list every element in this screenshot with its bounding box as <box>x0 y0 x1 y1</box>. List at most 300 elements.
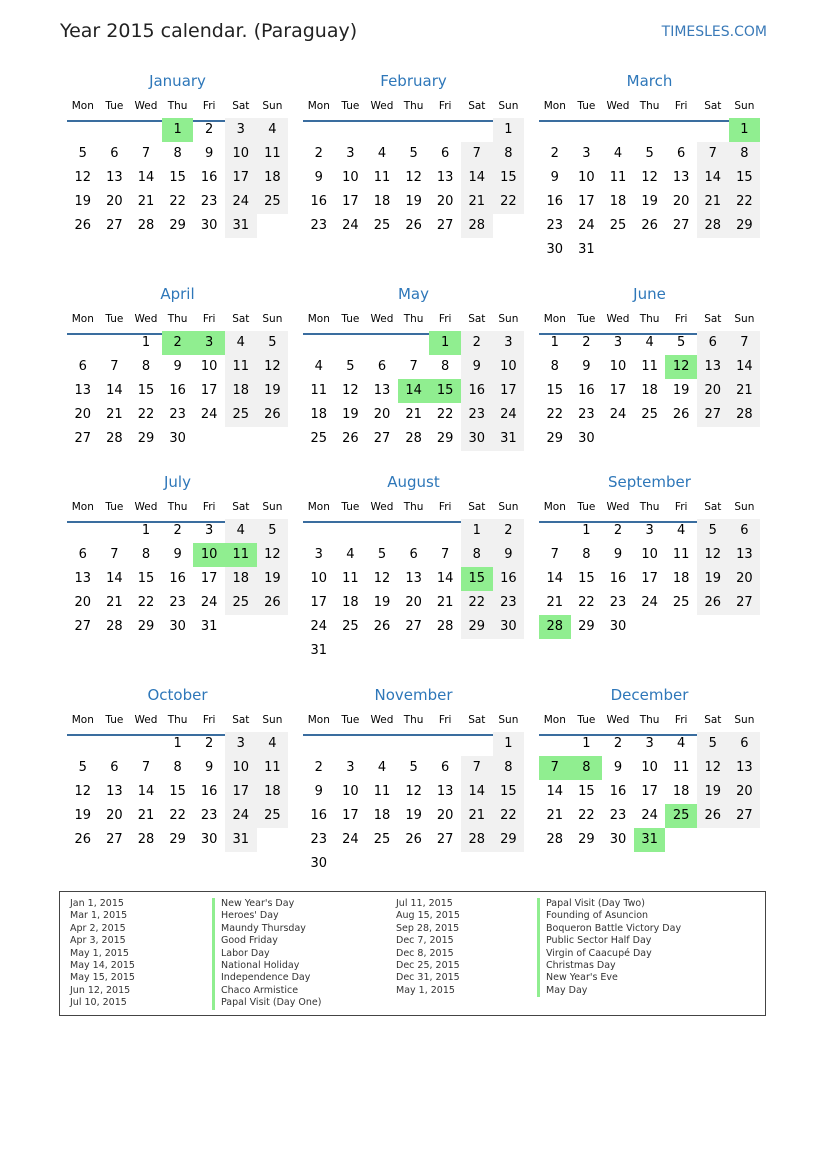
day-cell[interactable]: 17 <box>200 383 218 398</box>
day-cell[interactable]: 28 <box>137 218 155 233</box>
day-cell[interactable]: 30 <box>578 431 595 446</box>
day-cell[interactable]: 26 <box>257 591 289 615</box>
day-cell[interactable]: 26 <box>641 218 658 233</box>
day-cell[interactable]: 17 <box>200 571 218 586</box>
day-cell[interactable]: 11 <box>609 170 627 185</box>
holiday-day-cell[interactable]: 28 <box>539 615 571 639</box>
day-cell[interactable]: 5 <box>409 146 418 161</box>
day-cell[interactable]: 29 <box>578 832 595 847</box>
day-cell[interactable]: 17 <box>342 194 359 209</box>
day-cell[interactable]: 8 <box>493 756 525 780</box>
day-cell[interactable]: 18 <box>373 808 391 823</box>
day-cell[interactable]: 1 <box>141 335 151 350</box>
holiday-day-cell[interactable]: 8 <box>571 756 603 780</box>
day-cell[interactable]: 9 <box>582 359 591 374</box>
day-cell[interactable]: 8 <box>493 142 525 166</box>
day-cell[interactable]: 26 <box>405 218 422 233</box>
day-cell[interactable]: 1 <box>493 118 525 142</box>
day-cell[interactable]: 12 <box>74 170 92 185</box>
day-cell[interactable]: 4 <box>377 146 387 161</box>
day-cell[interactable]: 20 <box>74 407 92 422</box>
day-cell[interactable]: 21 <box>546 595 564 610</box>
day-cell[interactable]: 21 <box>436 595 454 610</box>
holiday-day-cell[interactable]: 1 <box>429 331 461 355</box>
day-cell[interactable]: 27 <box>74 431 92 446</box>
day-cell[interactable]: 17 <box>342 808 359 823</box>
day-cell[interactable]: 22 <box>461 591 493 615</box>
day-cell[interactable]: 19 <box>405 194 422 209</box>
day-cell[interactable]: 1 <box>493 732 525 756</box>
day-cell[interactable]: 6 <box>409 547 418 562</box>
day-cell[interactable]: 3 <box>493 331 525 355</box>
day-cell[interactable]: 12 <box>257 543 289 567</box>
day-cell[interactable]: 16 <box>461 379 493 403</box>
day-cell[interactable]: 24 <box>310 619 328 634</box>
day-cell[interactable]: 30 <box>493 615 525 639</box>
day-cell[interactable]: 2 <box>613 523 623 538</box>
day-cell[interactable]: 12 <box>405 784 422 799</box>
day-cell[interactable]: 6 <box>110 760 119 775</box>
day-cell[interactable]: 4 <box>225 331 257 355</box>
day-cell[interactable]: 9 <box>173 359 182 374</box>
day-cell[interactable]: 6 <box>377 359 387 374</box>
day-cell[interactable]: 15 <box>137 383 155 398</box>
day-cell[interactable]: 18 <box>672 784 690 799</box>
day-cell[interactable]: 9 <box>461 355 493 379</box>
day-cell[interactable]: 27 <box>729 591 761 615</box>
day-cell[interactable]: 29 <box>729 214 761 238</box>
day-cell[interactable]: 19 <box>672 383 690 398</box>
day-cell[interactable]: 19 <box>257 567 289 591</box>
day-cell[interactable]: 29 <box>436 431 454 446</box>
day-cell[interactable]: 21 <box>546 808 564 823</box>
day-cell[interactable]: 19 <box>74 808 92 823</box>
day-cell[interactable]: 8 <box>173 146 182 161</box>
day-cell[interactable]: 25 <box>310 431 328 446</box>
holiday-day-cell[interactable]: 12 <box>665 355 697 379</box>
day-cell[interactable]: 2 <box>550 146 559 161</box>
day-cell[interactable]: 15 <box>493 166 525 190</box>
day-cell[interactable]: 30 <box>461 427 493 451</box>
day-cell[interactable]: 10 <box>578 170 595 185</box>
day-cell[interactable]: 22 <box>578 808 595 823</box>
day-cell[interactable]: 8 <box>582 547 591 562</box>
day-cell[interactable]: 27 <box>436 832 454 847</box>
day-cell[interactable]: 28 <box>137 832 155 847</box>
day-cell[interactable]: 24 <box>200 407 218 422</box>
day-cell[interactable]: 29 <box>493 828 525 852</box>
brand-link[interactable]: TIMESLES.COM <box>661 24 767 40</box>
day-cell[interactable]: 8 <box>173 760 182 775</box>
day-cell[interactable]: 24 <box>225 804 257 828</box>
day-cell[interactable]: 30 <box>200 218 218 233</box>
day-cell[interactable]: 25 <box>257 190 289 214</box>
day-cell[interactable]: 15 <box>578 784 595 799</box>
day-cell[interactable]: 16 <box>578 383 595 398</box>
day-cell[interactable]: 21 <box>137 194 155 209</box>
day-cell[interactable]: 15 <box>169 784 186 799</box>
day-cell[interactable]: 27 <box>106 218 123 233</box>
day-cell[interactable]: 13 <box>373 383 391 398</box>
day-cell[interactable]: 11 <box>641 359 658 374</box>
day-cell[interactable]: 30 <box>169 431 186 446</box>
day-cell[interactable]: 19 <box>74 194 92 209</box>
day-cell[interactable]: 18 <box>310 407 328 422</box>
day-cell[interactable]: 24 <box>641 595 658 610</box>
day-cell[interactable]: 14 <box>137 784 155 799</box>
day-cell[interactable]: 28 <box>697 214 729 238</box>
day-cell[interactable]: 27 <box>436 218 454 233</box>
day-cell[interactable]: 11 <box>342 571 359 586</box>
day-cell[interactable]: 13 <box>729 756 761 780</box>
day-cell[interactable]: 17 <box>310 595 328 610</box>
holiday-day-cell[interactable]: 15 <box>429 379 461 403</box>
day-cell[interactable]: 6 <box>78 359 87 374</box>
day-cell[interactable]: 11 <box>672 547 690 562</box>
day-cell[interactable]: 13 <box>106 170 123 185</box>
day-cell[interactable]: 5 <box>377 547 387 562</box>
day-cell[interactable]: 24 <box>342 832 359 847</box>
day-cell[interactable]: 15 <box>578 571 595 586</box>
day-cell[interactable]: 15 <box>137 571 155 586</box>
day-cell[interactable]: 10 <box>641 547 658 562</box>
day-cell[interactable]: 20 <box>729 567 761 591</box>
day-cell[interactable]: 11 <box>672 760 690 775</box>
day-cell[interactable]: 15 <box>729 166 761 190</box>
day-cell[interactable]: 25 <box>257 804 289 828</box>
day-cell[interactable]: 12 <box>74 784 92 799</box>
day-cell[interactable]: 7 <box>461 756 493 780</box>
day-cell[interactable]: 20 <box>729 780 761 804</box>
day-cell[interactable]: 25 <box>342 619 359 634</box>
day-cell[interactable]: 28 <box>546 832 564 847</box>
day-cell[interactable]: 13 <box>436 170 454 185</box>
day-cell[interactable]: 2 <box>613 736 623 751</box>
day-cell[interactable]: 27 <box>697 403 729 427</box>
day-cell[interactable]: 7 <box>697 142 729 166</box>
day-cell[interactable]: 23 <box>169 595 186 610</box>
day-cell[interactable]: 23 <box>578 407 595 422</box>
day-cell[interactable]: 20 <box>405 595 422 610</box>
day-cell[interactable]: 31 <box>493 427 525 451</box>
day-cell[interactable]: 13 <box>729 543 761 567</box>
day-cell[interactable]: 3 <box>225 118 257 142</box>
day-cell[interactable]: 14 <box>697 166 729 190</box>
day-cell[interactable]: 23 <box>609 808 627 823</box>
day-cell[interactable]: 16 <box>310 194 328 209</box>
holiday-day-cell[interactable]: 25 <box>665 804 697 828</box>
day-cell[interactable]: 1 <box>141 523 151 538</box>
day-cell[interactable]: 10 <box>225 142 257 166</box>
day-cell[interactable]: 22 <box>729 190 761 214</box>
day-cell[interactable]: 22 <box>546 407 564 422</box>
day-cell[interactable]: 17 <box>578 194 595 209</box>
day-cell[interactable]: 30 <box>310 856 328 871</box>
day-cell[interactable]: 26 <box>257 403 289 427</box>
day-cell[interactable]: 19 <box>342 407 359 422</box>
day-cell[interactable]: 28 <box>106 619 123 634</box>
day-cell[interactable]: 23 <box>461 403 493 427</box>
day-cell[interactable]: 17 <box>493 379 525 403</box>
day-cell[interactable]: 28 <box>729 403 761 427</box>
day-cell[interactable]: 15 <box>546 383 564 398</box>
day-cell[interactable]: 3 <box>582 146 591 161</box>
day-cell[interactable]: 3 <box>645 736 654 751</box>
day-cell[interactable]: 31 <box>200 619 218 634</box>
day-cell[interactable]: 17 <box>609 383 627 398</box>
day-cell[interactable]: 4 <box>257 118 289 142</box>
day-cell[interactable]: 1 <box>461 519 493 543</box>
day-cell[interactable]: 17 <box>641 571 658 586</box>
day-cell[interactable]: 18 <box>342 595 359 610</box>
day-cell[interactable]: 11 <box>373 170 391 185</box>
day-cell[interactable]: 13 <box>106 784 123 799</box>
day-cell[interactable]: 24 <box>225 190 257 214</box>
day-cell[interactable]: 24 <box>609 407 627 422</box>
day-cell[interactable]: 23 <box>609 595 627 610</box>
day-cell[interactable]: 9 <box>613 760 623 775</box>
day-cell[interactable]: 25 <box>641 407 658 422</box>
day-cell[interactable]: 6 <box>441 146 450 161</box>
day-cell[interactable]: 30 <box>609 619 627 634</box>
day-cell[interactable]: 7 <box>409 359 418 374</box>
day-cell[interactable]: 5 <box>346 359 355 374</box>
day-cell[interactable]: 7 <box>550 547 559 562</box>
day-cell[interactable]: 21 <box>697 190 729 214</box>
day-cell[interactable]: 22 <box>578 595 595 610</box>
holiday-day-cell[interactable]: 11 <box>225 543 257 567</box>
day-cell[interactable]: 7 <box>461 142 493 166</box>
day-cell[interactable]: 2 <box>173 523 182 538</box>
day-cell[interactable]: 22 <box>436 407 454 422</box>
day-cell[interactable]: 18 <box>373 194 391 209</box>
day-cell[interactable]: 19 <box>697 780 729 804</box>
day-cell[interactable]: 20 <box>106 808 123 823</box>
day-cell[interactable]: 4 <box>677 523 686 538</box>
day-cell[interactable]: 21 <box>461 190 493 214</box>
day-cell[interactable]: 17 <box>225 166 257 190</box>
day-cell[interactable]: 5 <box>697 519 729 543</box>
day-cell[interactable]: 3 <box>346 146 355 161</box>
day-cell[interactable]: 13 <box>405 571 422 586</box>
day-cell[interactable]: 5 <box>78 146 87 161</box>
day-cell[interactable]: 29 <box>169 832 186 847</box>
day-cell[interactable]: 27 <box>405 619 422 634</box>
day-cell[interactable]: 23 <box>169 407 186 422</box>
day-cell[interactable]: 4 <box>677 736 686 751</box>
day-cell[interactable]: 3 <box>225 732 257 756</box>
day-cell[interactable]: 2 <box>461 331 493 355</box>
day-cell[interactable]: 20 <box>106 194 123 209</box>
day-cell[interactable]: 23 <box>546 218 564 233</box>
day-cell[interactable]: 14 <box>461 166 493 190</box>
day-cell[interactable]: 25 <box>373 832 391 847</box>
day-cell[interactable]: 13 <box>697 355 729 379</box>
day-cell[interactable]: 19 <box>405 808 422 823</box>
day-cell[interactable]: 11 <box>225 355 257 379</box>
day-cell[interactable]: 9 <box>173 547 182 562</box>
day-cell[interactable]: 12 <box>697 756 729 780</box>
day-cell[interactable]: 31 <box>225 214 257 238</box>
day-cell[interactable]: 28 <box>461 828 493 852</box>
day-cell[interactable]: 4 <box>314 359 323 374</box>
day-cell[interactable]: 10 <box>609 359 627 374</box>
day-cell[interactable]: 26 <box>672 407 690 422</box>
day-cell[interactable]: 17 <box>641 784 658 799</box>
day-cell[interactable]: 2 <box>493 519 525 543</box>
day-cell[interactable]: 14 <box>106 383 123 398</box>
day-cell[interactable]: 26 <box>405 832 422 847</box>
holiday-day-cell[interactable]: 2 <box>162 331 194 355</box>
day-cell[interactable]: 21 <box>729 379 761 403</box>
day-cell[interactable]: 23 <box>200 808 218 823</box>
day-cell[interactable]: 12 <box>342 383 359 398</box>
day-cell[interactable]: 19 <box>697 567 729 591</box>
day-cell[interactable]: 20 <box>436 194 454 209</box>
day-cell[interactable]: 5 <box>257 519 289 543</box>
day-cell[interactable]: 21 <box>461 804 493 828</box>
day-cell[interactable]: 5 <box>677 335 686 350</box>
day-cell[interactable]: 7 <box>141 146 151 161</box>
day-cell[interactable]: 30 <box>609 832 627 847</box>
day-cell[interactable]: 5 <box>645 146 654 161</box>
day-cell[interactable]: 10 <box>342 784 359 799</box>
day-cell[interactable]: 16 <box>169 571 186 586</box>
day-cell[interactable]: 8 <box>141 547 151 562</box>
day-cell[interactable]: 3 <box>613 335 623 350</box>
day-cell[interactable]: 9 <box>205 760 214 775</box>
day-cell[interactable]: 21 <box>137 808 155 823</box>
day-cell[interactable]: 22 <box>169 194 186 209</box>
day-cell[interactable]: 18 <box>225 567 257 591</box>
day-cell[interactable]: 23 <box>310 218 328 233</box>
day-cell[interactable]: 12 <box>405 170 422 185</box>
day-cell[interactable]: 4 <box>377 760 387 775</box>
day-cell[interactable]: 20 <box>373 407 391 422</box>
day-cell[interactable]: 9 <box>613 547 623 562</box>
day-cell[interactable]: 10 <box>342 170 359 185</box>
day-cell[interactable]: 5 <box>697 732 729 756</box>
day-cell[interactable]: 6 <box>697 331 729 355</box>
day-cell[interactable]: 31 <box>578 242 595 257</box>
day-cell[interactable]: 24 <box>493 403 525 427</box>
day-cell[interactable]: 23 <box>200 194 218 209</box>
day-cell[interactable]: 5 <box>257 331 289 355</box>
day-cell[interactable]: 8 <box>141 359 151 374</box>
holiday-day-cell[interactable]: 15 <box>461 567 493 591</box>
day-cell[interactable]: 9 <box>493 543 525 567</box>
day-cell[interactable]: 20 <box>74 595 92 610</box>
day-cell[interactable]: 10 <box>493 355 525 379</box>
day-cell[interactable]: 14 <box>546 784 564 799</box>
day-cell[interactable]: 8 <box>550 359 559 374</box>
day-cell[interactable]: 7 <box>441 547 450 562</box>
day-cell[interactable]: 21 <box>106 595 123 610</box>
day-cell[interactable]: 14 <box>546 571 564 586</box>
day-cell[interactable]: 5 <box>409 760 418 775</box>
day-cell[interactable]: 19 <box>373 595 391 610</box>
day-cell[interactable]: 29 <box>169 218 186 233</box>
day-cell[interactable]: 10 <box>310 571 328 586</box>
day-cell[interactable]: 22 <box>137 407 155 422</box>
day-cell[interactable]: 18 <box>257 166 289 190</box>
day-cell[interactable]: 15 <box>493 780 525 804</box>
day-cell[interactable]: 17 <box>225 780 257 804</box>
day-cell[interactable]: 21 <box>405 407 422 422</box>
day-cell[interactable]: 10 <box>200 359 218 374</box>
day-cell[interactable]: 22 <box>493 804 525 828</box>
day-cell[interactable]: 26 <box>697 804 729 828</box>
day-cell[interactable]: 16 <box>200 784 218 799</box>
holiday-day-cell[interactable]: 14 <box>398 379 430 403</box>
day-cell[interactable]: 2 <box>314 760 323 775</box>
day-cell[interactable]: 12 <box>697 543 729 567</box>
day-cell[interactable]: 24 <box>200 595 218 610</box>
day-cell[interactable]: 6 <box>729 519 761 543</box>
day-cell[interactable]: 9 <box>205 146 214 161</box>
day-cell[interactable]: 1 <box>582 523 591 538</box>
day-cell[interactable]: 9 <box>314 784 323 799</box>
day-cell[interactable]: 16 <box>609 571 627 586</box>
day-cell[interactable]: 7 <box>141 760 151 775</box>
day-cell[interactable]: 18 <box>609 194 627 209</box>
day-cell[interactable]: 4 <box>257 732 289 756</box>
day-cell[interactable]: 27 <box>74 619 92 634</box>
day-cell[interactable]: 27 <box>729 804 761 828</box>
day-cell[interactable]: 18 <box>225 379 257 403</box>
day-cell[interactable]: 11 <box>257 756 289 780</box>
day-cell[interactable]: 22 <box>137 595 155 610</box>
day-cell[interactable]: 29 <box>137 619 155 634</box>
day-cell[interactable]: 28 <box>106 431 123 446</box>
day-cell[interactable]: 27 <box>672 218 690 233</box>
day-cell[interactable]: 26 <box>697 591 729 615</box>
day-cell[interactable]: 8 <box>441 359 450 374</box>
day-cell[interactable]: 13 <box>74 383 92 398</box>
day-cell[interactable]: 6 <box>677 146 686 161</box>
holiday-day-cell[interactable]: 10 <box>193 543 225 567</box>
day-cell[interactable]: 6 <box>110 146 119 161</box>
day-cell[interactable]: 4 <box>613 146 623 161</box>
holiday-day-cell[interactable]: 31 <box>634 828 666 852</box>
day-cell[interactable]: 16 <box>609 784 627 799</box>
day-cell[interactable]: 29 <box>546 431 564 446</box>
day-cell[interactable]: 11 <box>373 784 391 799</box>
day-cell[interactable]: 1 <box>173 736 182 751</box>
day-cell[interactable]: 7 <box>729 331 761 355</box>
day-cell[interactable]: 15 <box>169 170 186 185</box>
day-cell[interactable]: 4 <box>346 547 355 562</box>
day-cell[interactable]: 20 <box>436 808 454 823</box>
day-cell[interactable]: 26 <box>74 218 92 233</box>
holiday-day-cell[interactable]: 1 <box>162 118 194 142</box>
day-cell[interactable]: 12 <box>641 170 658 185</box>
day-cell[interactable]: 16 <box>546 194 564 209</box>
day-cell[interactable]: 6 <box>441 760 450 775</box>
day-cell[interactable]: 2 <box>314 146 323 161</box>
day-cell[interactable]: 19 <box>257 379 289 403</box>
day-cell[interactable]: 23 <box>493 591 525 615</box>
day-cell[interactable]: 28 <box>461 214 493 238</box>
day-cell[interactable]: 1 <box>550 335 559 350</box>
day-cell[interactable]: 10 <box>641 760 658 775</box>
day-cell[interactable]: 9 <box>550 170 559 185</box>
day-cell[interactable]: 31 <box>310 643 328 658</box>
day-cell[interactable]: 2 <box>582 335 591 350</box>
day-cell[interactable]: 18 <box>257 780 289 804</box>
day-cell[interactable]: 5 <box>78 760 87 775</box>
day-cell[interactable]: 1 <box>582 736 591 751</box>
